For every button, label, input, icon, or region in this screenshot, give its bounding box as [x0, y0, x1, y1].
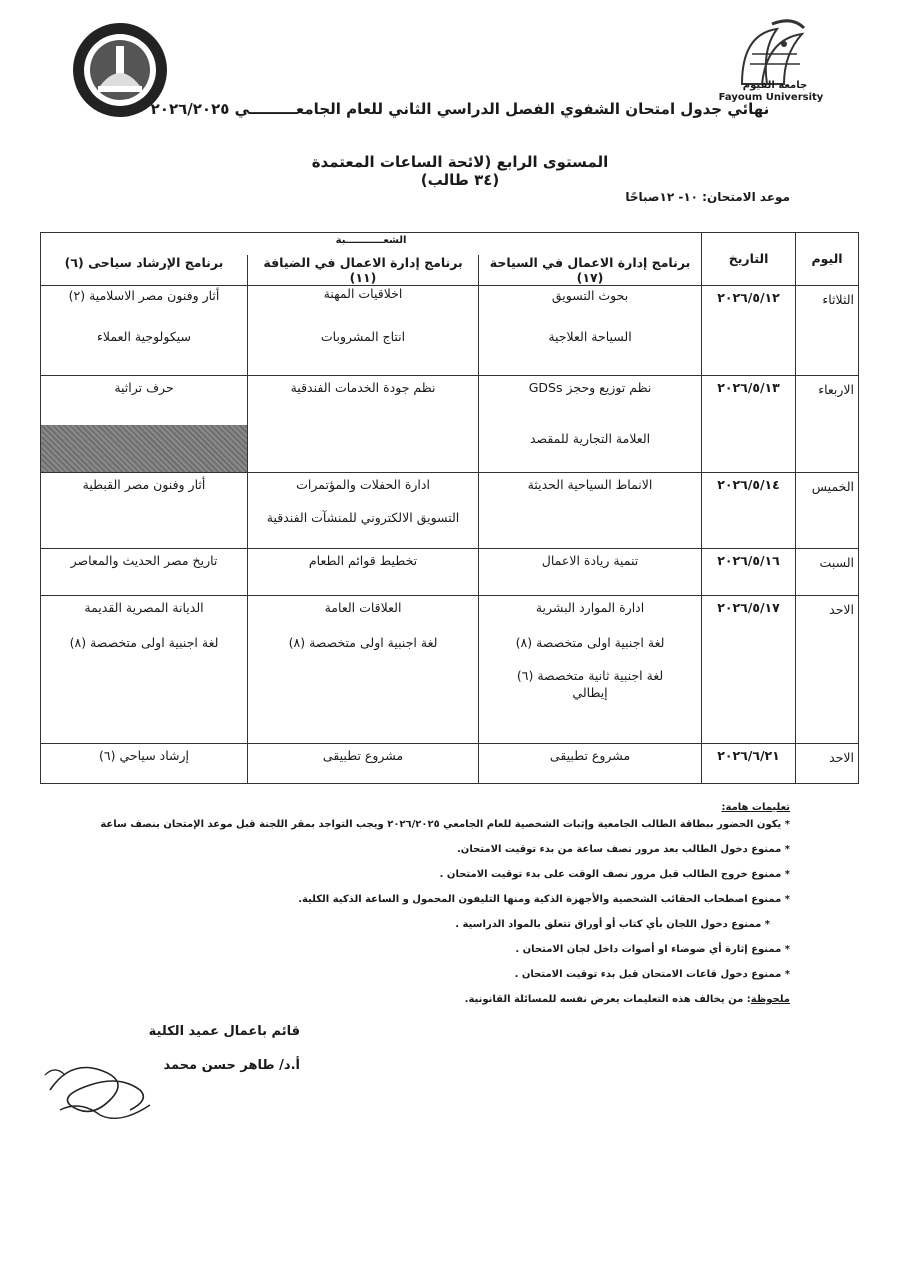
course-cell	[479, 595, 702, 743]
course-name: انتاج المشروبات	[320, 328, 406, 344]
instruction-item: * ممنوع إثارة أي ضوضاء او أصوات داخل لجان الامتحان .	[515, 944, 790, 955]
document-title: نهائي جدول امتحان الشفوي الفصل الدراسي الثاني للعام الجامعـــــــــي ٢٠٢٦/٢٠٢٥	[150, 100, 770, 118]
day-cell: الاحد	[796, 743, 859, 783]
course-cell	[41, 285, 248, 375]
day-cell: الاحد	[796, 595, 859, 743]
course-name: سيكولوجية العملاء	[97, 328, 191, 344]
course-name: العلاقات العامة	[324, 599, 402, 615]
date-cell: ٢٠٢٦/٥/١٢	[702, 285, 796, 375]
table-row	[41, 548, 859, 595]
table-row	[41, 472, 859, 548]
date-cell: ٢٠٢٦/٥/١٤	[702, 472, 796, 548]
course-name: لغة اجنبية اولى متخصصة (٨)	[69, 634, 219, 650]
document-subtitle: المستوى الرابع (لائحة الساعات المعتمدة (٣٤ طالب)	[311, 153, 609, 189]
course-name: تخطيط قوائم الطعام	[308, 552, 418, 568]
course-name: إيطالي	[572, 684, 608, 700]
course-name: اخلاقيات المهنة	[323, 285, 403, 301]
date-cell: ٢٠٢٦/٦/٢١	[702, 743, 796, 783]
course-cell	[41, 743, 248, 783]
observation-label: ملحوظة	[750, 994, 790, 1005]
instruction-item: * ممنوع دخول الطالب بعد مرور نصف ساعة من بدء توقيت الامتحان.	[457, 844, 790, 855]
date-cell: ٢٠٢٦/٥/١٧	[702, 595, 796, 743]
course-name: أثار وفنون مصر الاسلامية (٢)	[68, 287, 220, 303]
date-cell: ٢٠٢٦/٥/١٦	[702, 548, 796, 595]
course-name: ادارة الحفلات والمؤتمرات	[296, 476, 430, 492]
course-cell	[41, 472, 248, 548]
signature-role: قائم باعمال عميد الكلية	[148, 1024, 300, 1039]
header-program-tourism: برنامج إدارة الاعمال في السياحة (١٧)	[479, 255, 702, 286]
instructions-section	[60, 802, 790, 1019]
course-cell	[248, 285, 479, 375]
instruction-item: * ممنوع خروج الطالب قبل مرور نصف الوقت على بدء توقيت الامتحان .	[439, 869, 790, 880]
course-cell	[41, 375, 248, 425]
instruction-item: * ممنوع دخول قاعات الامتحان قبل بدء توقيت الامتحان .	[514, 969, 790, 980]
course-name: ادارة الموارد البشرية	[535, 599, 645, 615]
day-cell: السبت	[796, 548, 859, 595]
header-division: الشعـــــــــــبة	[41, 233, 702, 255]
table-row	[41, 285, 859, 375]
university-name-ar: جامعة الفيوم	[742, 80, 808, 91]
course-cell	[248, 472, 479, 548]
day-cell: الثلاثاء	[796, 285, 859, 375]
observation-note	[60, 994, 790, 1005]
instructions-heading: تعليمات هامة:	[721, 802, 790, 813]
course-name: تنمية ريادة الاعمال	[541, 552, 639, 568]
course-name: التسويق الالكتروني للمنشآت الفندقية	[266, 509, 460, 525]
course-name: السياحة العلاجية	[548, 328, 632, 344]
exam-schedule-table	[40, 232, 859, 784]
course-name: إرشاد سياحي (٦)	[99, 747, 190, 763]
course-name: لغة اجنبية اولى متخصصة (٨)	[288, 634, 438, 650]
instruction-item: * ممنوع اصطحاب الحقائب الشخصية والأجهزة الذكية ومنها التليفون المحمول و الساعة الذكية الكلية.	[298, 894, 790, 905]
shaded-cell	[41, 425, 248, 472]
course-name: الديانة المصرية القديمة	[84, 599, 204, 615]
date-cell: ٢٠٢٦/٥/١٣	[702, 375, 796, 472]
course-cell	[479, 285, 702, 375]
table-row	[41, 595, 859, 743]
course-cell	[248, 743, 479, 783]
course-name: لغة اجنبية ثانية متخصصة (٦)	[516, 667, 664, 683]
course-cell	[248, 375, 479, 472]
course-name: لغة اجنبية اولى متخصصة (٨)	[515, 634, 665, 650]
course-name: الانماط السياحية الحديثة	[527, 476, 653, 492]
course-name: مشروع تطبيقى	[549, 747, 631, 763]
course-cell	[248, 548, 479, 595]
instruction-item: * يكون الحضور ببطاقة الطالب الجامعية وإثبات الشخصية للعام الجامعي ٢٠٢٦/٢٠٢٥ ويجب التواجد بمقر اللجنة قبل موعد الإمتحان بنصف ساعة	[100, 819, 790, 830]
handwritten-signature-icon	[30, 1030, 190, 1130]
course-name: العلامة التجارية للمقصد	[529, 431, 651, 446]
course-cell	[41, 595, 248, 743]
course-cell	[479, 375, 702, 425]
course-name: تاريخ مصر الحديث والمعاصر	[70, 552, 218, 568]
course-cell	[479, 548, 702, 595]
course-name: أثار وفنون مصر القبطية	[82, 476, 206, 492]
exam-time: موعد الامتحان: ١٠- ١٢صباحًا	[625, 190, 790, 204]
course-name: نظم جودة الخدمات الفندقية	[290, 379, 436, 395]
table-row	[41, 743, 859, 783]
table-row	[41, 375, 859, 425]
instruction-item: * ممنوع دخول اللجان بأي كتاب أو أوراق تتعلق بالمواد الدراسية .	[455, 919, 770, 930]
header-program-guidance: برنامج الإرشاد سياحى (٦)	[41, 255, 248, 286]
course-name: بحوث التسويق	[551, 287, 629, 303]
observation-text: : من يخالف هذه التعليمات يعرض نفسه للمسائلة القانونية.	[464, 994, 751, 1005]
signature-name: أ.د/ طاهر حسن محمد	[163, 1058, 300, 1073]
course-cell	[479, 425, 702, 472]
day-cell: الخميس	[796, 472, 859, 548]
course-cell	[248, 595, 479, 743]
day-cell: الاربعاء	[796, 375, 859, 472]
header-program-hospitality: برنامج إدارة الاعمال في الضيافة (١١)	[248, 255, 479, 286]
course-name: مشروع تطبيقى	[322, 747, 404, 763]
header-day: اليوم	[796, 233, 859, 286]
header-date: التاريخ	[702, 233, 796, 286]
course-cell	[41, 548, 248, 595]
course-name: حرف تراثية	[114, 379, 174, 395]
course-cell	[479, 743, 702, 783]
university-name-en: Fayoum University	[718, 92, 824, 103]
course-name: نظم توزيع وحجز GDSs	[528, 379, 652, 395]
course-cell	[479, 472, 702, 548]
